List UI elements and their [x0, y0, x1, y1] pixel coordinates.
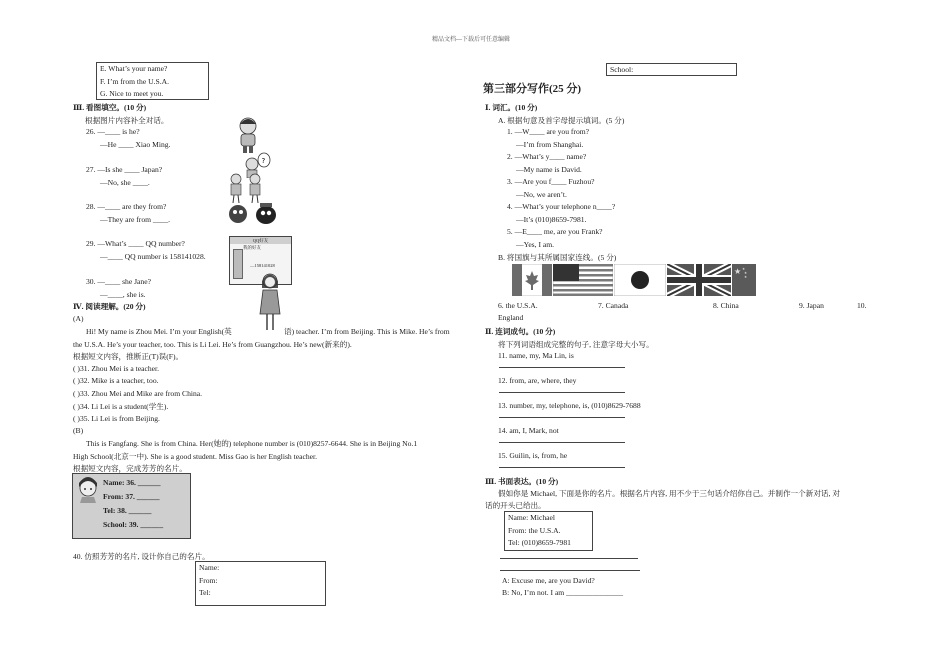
japan-flag-icon: [614, 264, 666, 296]
sentences-title: Ⅱ. 连词成句。(10 分): [485, 327, 556, 336]
usa-flag-icon: [553, 264, 613, 296]
option-e: E. What’s your name?: [100, 64, 168, 73]
vocab-q1: 1. —W____ are you from?: [507, 127, 590, 136]
options-box: [96, 62, 209, 100]
qq-friends-label: 我的好友: [243, 245, 261, 250]
cartoon-animals-illustration: [226, 200, 280, 230]
china-flag-icon: [732, 264, 756, 296]
writing-line-2: [500, 570, 640, 571]
svg-text:★: ★: [744, 275, 748, 279]
passage-a-line1a: Hi! My name is Zhou Mei. I’m your English(英: [86, 327, 232, 336]
sentence-12: 12. from, are, where, they: [498, 376, 577, 385]
vocab-a1: —I’m from Shanghai.: [516, 140, 584, 149]
svg-text:★: ★: [742, 267, 746, 271]
option-g: G. Nice to meet you.: [100, 89, 164, 98]
vocab-a2: —My name is David.: [516, 165, 582, 174]
sentences-instruction: 将下列词语组成完整的句子, 注意字母大小写。: [498, 340, 654, 349]
q29-question: 29. —What’s ____ QQ number?: [86, 239, 185, 248]
instruction-a: 根据短文内容，推断正(T)误(F)。: [73, 352, 184, 361]
card-name-36: Name: 36. ______: [103, 478, 161, 487]
michael-card-name: Name: Michael: [508, 513, 556, 522]
answer-line-13: [499, 417, 625, 418]
answer-line-15: [499, 467, 625, 468]
vocab-instruction-b: B. 将国旗与其所属国家连线。(5 分): [498, 253, 617, 262]
q28-question: 28. —____ are they from?: [86, 202, 167, 211]
option-f: F. I’m from the U.S.A.: [100, 76, 169, 86]
school-label: School:: [610, 65, 634, 74]
boy-illustration: [234, 116, 262, 154]
sentence-11: 11. name, my, Ma Lin, is: [498, 351, 574, 360]
sentence-15: 15. Guilin, is, from, he: [498, 451, 568, 460]
section3-title: Ⅲ. 看图填空。(10 分): [73, 103, 147, 112]
michael-card: [504, 511, 593, 551]
answer-line-11: [499, 367, 625, 368]
passage-b-line1: This is Fangfang. She is from China. Her(她的) telephone number is (010)8257-6644. She is in Beijing No.1: [86, 439, 418, 448]
q40-instruction: 40. 仿照芳芳的名片, 设计你自己的名片。: [73, 552, 210, 561]
michael-card-from: From: the U.S.A.: [508, 525, 561, 535]
writing-prompt-line1: 假如你是 Michael, 下面是你的名片。根据名片内容, 用不少于三句话介绍你自己。并制作一个新对话, 对: [498, 489, 840, 498]
vocab-title: Ⅰ. 词汇。(10 分): [485, 103, 538, 112]
card-tel-38: Tel: 38. ______: [103, 506, 152, 515]
part3-title: 第三部分写作(25 分): [483, 83, 582, 95]
country-8: 8. China: [713, 301, 739, 310]
my-card-name: Name:: [199, 563, 220, 572]
dialog-a: A: Excuse me, are you David?: [502, 576, 595, 585]
vocab-instruction-a: A. 根据句意及首字母提示填词。(5 分): [498, 116, 625, 125]
tf-34: ( )34. Li Lei is a student(学生).: [73, 402, 169, 411]
q27-answer: —No, she ____.: [100, 178, 150, 187]
country-10: 10.: [857, 301, 867, 310]
qq-titlebar: QQ好友: [230, 237, 291, 244]
country-7: 7. Canada: [598, 301, 629, 310]
my-card-from: From:: [199, 575, 218, 585]
tf-35: ( )35. Li Lei is from Beijing.: [73, 414, 160, 423]
dialog-b: B: No, I’m not. I am _______________: [502, 588, 624, 597]
vocab-q4: 4. —What’s your telephone n____?: [507, 202, 616, 211]
passage-a-line2: the U.S.A. He’s your teacher, too. This is Li Lei. He’s from Guangzhou. He’s new(新来的).: [73, 340, 352, 349]
page-header: 精品文档---下载后可任意编辑: [432, 37, 510, 43]
vocab-a5: —Yes, I am.: [516, 240, 555, 249]
svg-text:?: ?: [261, 157, 266, 165]
card-school-39: School: 39. ______: [103, 520, 164, 529]
q30-question: 30. —____ she Jane?: [86, 277, 151, 286]
qq-avatar: [233, 249, 243, 279]
passage-b-line2: High School(北京一中). She is a good student. Miss Gao is her English teacher.: [73, 452, 318, 461]
sentence-14: 14. am, I, Mark, not: [498, 426, 559, 435]
canada-flag-icon: [512, 264, 552, 296]
q28-answer: —They are from ____.: [100, 215, 171, 224]
q26-question: 26. —____ is he?: [86, 127, 140, 136]
answer-line-14: [499, 442, 625, 443]
girl-jane-illustration: [258, 272, 282, 334]
tf-31: ( )31. Zhou Mei is a teacher.: [73, 364, 160, 373]
part-a-label: (A): [73, 314, 84, 323]
instruction-b: 根据短文内容，完成芳芳的名片。: [73, 464, 187, 473]
uk-flag-icon: [667, 264, 731, 296]
writing-title: Ⅲ. 书面表达。(10 分): [485, 477, 559, 486]
q29-answer: —____ QQ number is 158141028.: [100, 252, 206, 261]
tf-32: ( )32. Mike is a teacher, too.: [73, 376, 159, 385]
country-9: 9. Japan: [799, 301, 824, 310]
vocab-q3: 3. —Are you f____ Fuzhou?: [507, 177, 595, 186]
country-6: 6. the U.S.A.: [498, 301, 538, 310]
svg-text:★: ★: [734, 267, 742, 276]
answer-line-12: [499, 392, 625, 393]
vocab-a4: —It’s (010)8659-7981.: [516, 215, 587, 224]
q27-question: 27. —Is she ____ Japan?: [86, 165, 163, 174]
school-box: [606, 63, 737, 76]
section3-instruction: 根据图片内容补全对话。: [85, 116, 169, 125]
card-from-37: From: 37. ______: [103, 492, 160, 501]
fangfang-avatar: [76, 477, 100, 503]
q26-answer: —He ____ Xiao Ming.: [100, 140, 171, 149]
tf-33: ( )33. Zhou Mei and Mike are from China.: [73, 389, 203, 398]
section4-title: Ⅳ. 阅读理解。(20 分): [73, 302, 146, 311]
my-card-box: [195, 561, 326, 606]
fangfang-card: [72, 473, 191, 539]
vocab-q5: 5. —E____ me, are you Frank?: [507, 227, 603, 236]
qq-number: —158141028: [250, 263, 275, 268]
vocab-q2: 2. —What’s y____ name?: [507, 152, 587, 161]
svg-text:★: ★: [744, 271, 748, 275]
writing-prompt-line2: 话的开头已给出。: [485, 501, 546, 510]
my-card-tel: Tel:: [199, 588, 211, 597]
passage-a-line1b: 语) teacher. I’m from Beijing. This is Mike. He’s from: [284, 327, 450, 336]
vocab-a3: —No, we aren’t.: [516, 190, 567, 199]
michael-card-tel: Tel: (010)8659-7981: [508, 538, 571, 547]
q30-answer: —____, she is.: [100, 290, 146, 299]
country-10-name: England: [498, 313, 524, 322]
part-b-label: (B): [73, 426, 84, 435]
sentence-13: 13. number, my, telephone, is, (010)8629-7688: [498, 401, 641, 410]
writing-line-1: [500, 558, 638, 559]
